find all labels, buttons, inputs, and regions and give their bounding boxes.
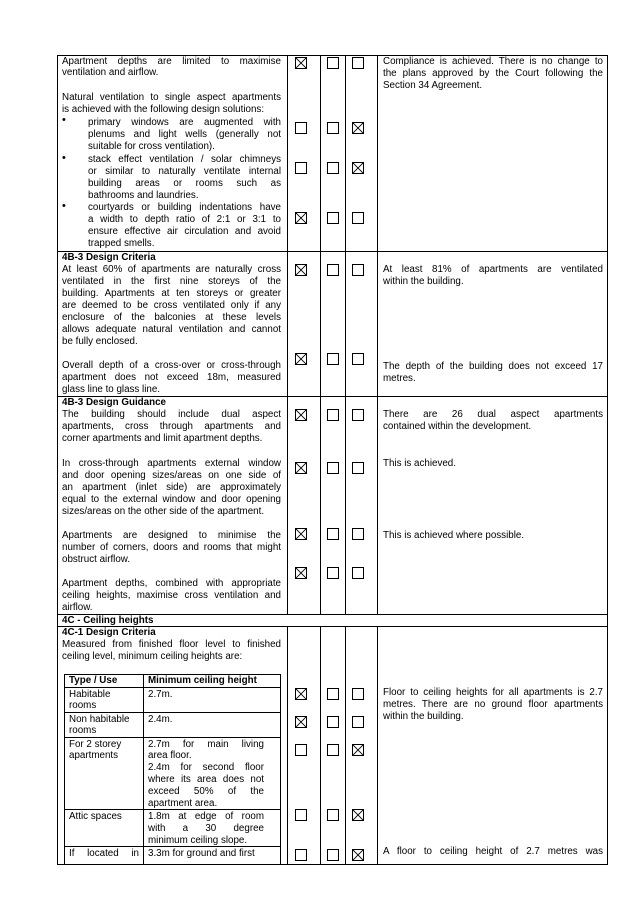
table-cell: Habitable (69, 689, 111, 700)
checkbox-yes[interactable] (295, 528, 307, 540)
comment-text: The depth of the building does not exceed 17 (383, 361, 603, 372)
cross-mark-icon (296, 354, 306, 364)
bullet-point: • (62, 200, 66, 212)
cross-mark-icon (296, 410, 306, 420)
checkbox-no[interactable] (327, 688, 339, 700)
requirement-text: ceiling level, minimum ceiling heights are: (62, 651, 243, 662)
requirement-text: equal to the external window and door opening (62, 494, 281, 505)
checkbox-yes[interactable] (295, 809, 307, 821)
checkbox-na[interactable] (352, 688, 364, 700)
comment-text: metres. There are no ground floor apartments (383, 699, 603, 710)
checkbox-yes[interactable] (295, 162, 307, 174)
bullet-text: primary windows are augmented with (88, 117, 281, 128)
checkbox-yes[interactable] (295, 688, 307, 700)
comment-text: metres. (383, 373, 416, 384)
section-heading: 4B-3 Design Criteria (62, 252, 156, 263)
table-cell: 1.8m at edge of room (148, 811, 264, 822)
column-divider (345, 55, 346, 615)
comment-text: contained within the development. (383, 421, 532, 432)
checkbox-no[interactable] (327, 212, 339, 224)
bullet-point: • (62, 114, 66, 126)
table-cell: If located in (69, 848, 139, 859)
bullet-text: courtyards or building indentations have (88, 202, 281, 213)
checkbox-yes[interactable] (295, 849, 307, 861)
requirement-text: building. Apartments at ten storeys or greater (62, 288, 281, 299)
requirement-text: apartment does not exceed 18m, measured (62, 372, 281, 383)
requirement-text: apartments, cross through apartments and (62, 421, 281, 432)
requirement-text: number of corners, doors and rooms that might (62, 542, 281, 553)
requirement-text: airflow. (62, 602, 93, 613)
checkbox-na[interactable] (352, 744, 364, 756)
table-cell: where its area does not (148, 774, 264, 785)
table-right-border (607, 55, 608, 865)
checkbox-yes[interactable] (295, 409, 307, 421)
checkbox-yes[interactable] (295, 264, 307, 276)
checkbox-na[interactable] (352, 849, 364, 861)
comment-text: There are 26 dual aspect apartments (383, 409, 603, 420)
comment-text: A floor to ceiling height of 2.7 metres was (383, 846, 603, 857)
bullet-text: building areas or rooms such as (88, 178, 281, 189)
checkbox-no[interactable] (327, 409, 339, 421)
checkbox-no[interactable] (327, 849, 339, 861)
table-header: Minimum ceiling height (148, 675, 257, 686)
inner-row-divider (64, 712, 281, 713)
requirement-text: is achieved with the following design solutions: (62, 104, 265, 115)
comment-text: the plans approved by the Court following the (383, 68, 603, 79)
requirement-text: glass line to glass line. (62, 384, 161, 395)
column-divider (377, 55, 378, 615)
checkbox-no[interactable] (327, 353, 339, 365)
table-cell: apartments (69, 750, 119, 761)
table-cell: 2.7m for main living (148, 739, 264, 750)
column-divider (320, 626, 321, 865)
cross-mark-icon (353, 123, 363, 133)
checkbox-no[interactable] (327, 462, 339, 474)
comment-text: This is achieved where possible. (383, 530, 525, 541)
checkbox-na[interactable] (352, 353, 364, 365)
checkbox-no[interactable] (327, 57, 339, 69)
cross-mark-icon (296, 463, 306, 473)
section-heading: 4C-1 Design Criteria (62, 627, 156, 638)
section-heading: 4C - Ceiling heights (62, 615, 154, 626)
cross-mark-icon (353, 745, 363, 755)
cross-mark-icon (296, 689, 306, 699)
table-cell: exceed 50% of the (148, 786, 264, 797)
table-left-border (57, 55, 58, 865)
cross-mark-icon (353, 163, 363, 173)
column-divider (320, 55, 321, 615)
table-cell: 2.4m. (148, 714, 173, 725)
requirement-text: At least 60% of apartments are naturally cross (62, 264, 281, 275)
bullet-text: suitable for cross ventilation). (88, 141, 215, 152)
comment-text: At least 81% of apartments are ventilated (383, 264, 603, 275)
comment-text: Compliance is achieved. There is no change to (383, 56, 603, 67)
section-heading: 4B-3 Design Guidance (62, 397, 166, 408)
table-cell: 2.4m for second floor (148, 762, 264, 773)
requirement-text: an apartment (inlet side) are approximately (62, 482, 281, 493)
comment-text: This is achieved. (383, 458, 456, 469)
inner-row-divider (64, 687, 281, 688)
requirement-text: Natural ventilation to single aspect apartments (62, 92, 281, 103)
table-cell: 3.3m for ground and first (148, 848, 255, 859)
checkbox-no[interactable] (327, 162, 339, 174)
requirement-text: enclosure of the balconies at these levels (62, 312, 281, 323)
checkbox-no[interactable] (327, 744, 339, 756)
checkbox-yes[interactable] (295, 744, 307, 756)
checkbox-yes[interactable] (295, 716, 307, 728)
table-cell: rooms (69, 700, 97, 711)
bullet-text: plenums and light wells (generally not (88, 129, 281, 140)
bullet-text: trapped smells. (88, 238, 155, 249)
requirement-text: Overall depth of a cross-over or cross-through (62, 360, 281, 371)
bullet-text: bathrooms and laundries. (88, 190, 199, 201)
column-divider (287, 626, 288, 865)
checkbox-na[interactable] (352, 567, 364, 579)
requirement-text: be fully enclosed. (62, 336, 138, 347)
checkbox-na[interactable] (352, 264, 364, 276)
checkbox-na[interactable] (352, 162, 364, 174)
requirement-text: corner apartments and limit apartment depths. (62, 433, 263, 444)
cross-mark-icon (296, 213, 306, 223)
checkbox-yes[interactable] (295, 57, 307, 69)
comment-text: within the building. (383, 711, 464, 722)
bullet-text: or similar to naturally ventilate internal (88, 166, 281, 177)
requirement-text: Apartments are designed to minimise the (62, 530, 281, 541)
checkbox-no[interactable] (327, 716, 339, 728)
checkbox-na[interactable] (352, 809, 364, 821)
requirement-text: are deemed to be cross ventilated only if any (62, 300, 281, 311)
column-divider (287, 55, 288, 615)
requirement-text: allows adequate natural ventilation and cannot (62, 324, 281, 335)
comment-text: within the building. (383, 276, 464, 287)
checkbox-no[interactable] (327, 528, 339, 540)
table-cell: For 2 storey (69, 739, 122, 750)
inner-row-divider (64, 737, 281, 738)
bullet-point: • (62, 152, 66, 164)
cross-mark-icon (353, 810, 363, 820)
table-cell: area floor. (148, 750, 192, 761)
checkbox-no[interactable] (327, 122, 339, 134)
column-divider (345, 626, 346, 865)
inner-column-divider (143, 674, 144, 865)
checkbox-na[interactable] (352, 212, 364, 224)
checkbox-na[interactable] (352, 57, 364, 69)
checkbox-no[interactable] (327, 567, 339, 579)
checkbox-no[interactable] (327, 264, 339, 276)
table-cell: minimum ceiling slope. (148, 835, 248, 846)
cross-mark-icon (296, 717, 306, 727)
table-cell: with a 30 degree (148, 823, 264, 834)
checkbox-yes[interactable] (295, 122, 307, 134)
bullet-text: stack effect ventilation / solar chimneys (88, 154, 281, 165)
requirement-text: ventilation and airflow. (62, 67, 159, 78)
checkbox-yes[interactable] (295, 212, 307, 224)
checkbox-yes[interactable] (295, 567, 307, 579)
table-cell: rooms (69, 725, 97, 736)
column-divider (377, 626, 378, 865)
requirement-text: Apartment depths are limited to maximise (62, 56, 281, 67)
requirement-text: sizes/areas on the other side of the apartment. (62, 506, 265, 517)
cross-mark-icon (296, 568, 306, 578)
requirement-text: Measured from finished floor level to finished (62, 639, 281, 650)
cross-mark-icon (296, 265, 306, 275)
checkbox-yes[interactable] (295, 353, 307, 365)
table-cell: Attic spaces (69, 811, 122, 822)
requirement-text: ceiling heights, maximise cross ventilation and (62, 590, 281, 601)
comment-text: Floor to ceiling heights for all apartments is 2.7 (383, 687, 603, 698)
checkbox-no[interactable] (327, 809, 339, 821)
checkbox-na[interactable] (352, 462, 364, 474)
table-cell: Non habitable (69, 714, 130, 725)
requirement-text: and door opening sizes/areas on one side of (62, 470, 281, 481)
requirement-text: obstruct airflow. (62, 554, 131, 565)
table-header: Type / Use (69, 675, 118, 686)
cross-mark-icon (296, 529, 306, 539)
table-cell: apartment area. (148, 798, 218, 809)
requirement-text: ventilated in the first nine storeys of the (62, 276, 281, 287)
checkbox-na[interactable] (352, 409, 364, 421)
checkbox-na[interactable] (352, 716, 364, 728)
table-cell: 2.7m. (148, 689, 173, 700)
cross-mark-icon (353, 850, 363, 860)
checkbox-na[interactable] (352, 122, 364, 134)
bullet-text: ensure effective air circulation and avoid (88, 226, 281, 237)
comment-text: Section 34 Agreement. (383, 80, 483, 91)
checkbox-na[interactable] (352, 528, 364, 540)
requirement-text: In cross-through apartments external window (62, 458, 281, 469)
cross-mark-icon (296, 58, 306, 68)
bullet-text: a width to depth ratio of 2:1 or 3:1 to (88, 214, 281, 225)
checkbox-yes[interactable] (295, 462, 307, 474)
requirement-text: Apartment depths, combined with appropriate (62, 578, 281, 589)
requirement-text: The building should include dual aspect (62, 409, 281, 420)
